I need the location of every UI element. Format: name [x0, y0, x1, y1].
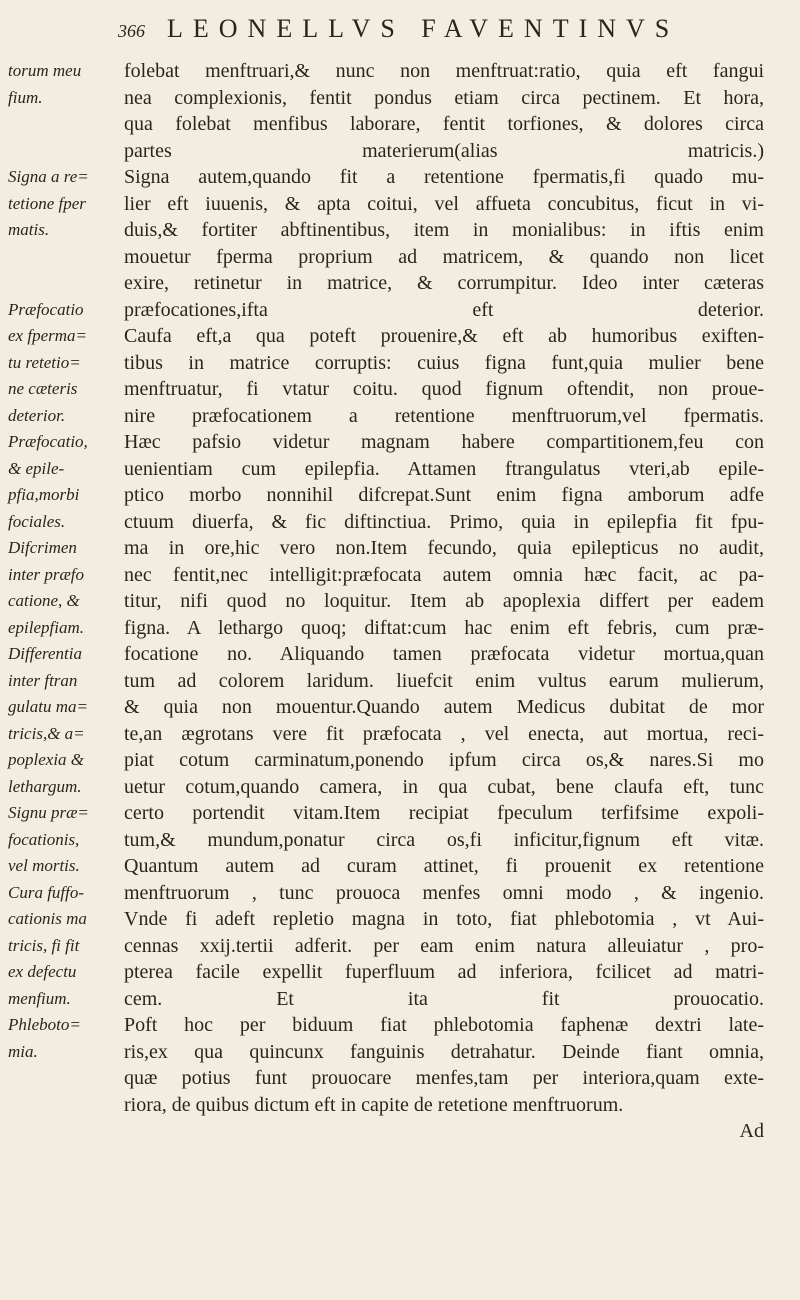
body-line: uenientiam cum epilepfia. Attamen ftrangulatus vteri,ab epile- — [124, 457, 764, 480]
text-line — [0, 191, 800, 218]
page-header — [118, 14, 758, 54]
body-line: & quia non mouentur.Quando autem Medicus dubitat de mor — [124, 696, 764, 718]
body-line: nire præfocationem a retentione menftruorum,vel fpermatis. — [124, 404, 764, 427]
body-line: qua folebat menfibus laborare, fentit torfiones, & dolores circa — [124, 113, 764, 135]
body-line: quæ potius funt prouocare menfes,tam per interiora,quam exte- — [124, 1067, 764, 1089]
text-line — [0, 986, 800, 1013]
text-line — [0, 323, 800, 350]
text-line — [0, 800, 800, 827]
body-line: uetur cotum,quando camera, in qua cubat, bene claufa eft, tunc — [124, 775, 764, 798]
text-line — [0, 694, 800, 721]
marginal-note: focationis, — [8, 829, 80, 849]
text-line — [0, 959, 800, 986]
text-line — [0, 138, 800, 165]
marginal-note: inter ftran — [8, 670, 78, 690]
text-line — [0, 111, 800, 138]
marginal-note: inter præfo — [8, 564, 85, 584]
marginal-note: Phleboto= — [8, 1015, 81, 1034]
marginal-note: gulatu ma= — [8, 697, 88, 716]
text-line — [0, 85, 800, 112]
text-line — [0, 509, 800, 536]
text-line — [0, 721, 800, 748]
body-line: Signa autem,quando fit a retentione fpermatis,fi quado mu- — [124, 166, 764, 188]
body-line: exire, retinetur in matrice, & corrumpitur. Ideo inter cæteras — [124, 272, 764, 294]
marginal-note: vel mortis. — [8, 856, 80, 875]
marginal-note: epilepfiam. — [8, 617, 85, 637]
text-line — [0, 297, 800, 324]
text-line — [0, 906, 800, 933]
marginal-note: matis. — [8, 220, 50, 239]
body-line: Hæc pafsio videtur magnam habere compartitionem,feu con — [124, 431, 764, 453]
text-line — [0, 164, 800, 191]
body-line: Vnde fi adeft repletio magna in toto, fiat phlebotomia , vt Aui- — [124, 908, 764, 930]
running-head: LEONELLVS FAVENTINVS — [167, 14, 680, 43]
marginal-note: cationis ma — [8, 909, 87, 928]
marginal-note: Præfocatio, — [8, 432, 88, 451]
marginal-note: lethargum. — [8, 776, 82, 796]
body-line: ctuum diuerfa, & fic diftinctiua. Primo, quia in epilepfia fit fpu- — [124, 510, 764, 533]
marginal-note: tricis, fi fit — [8, 935, 80, 955]
catchword: Ad — [739, 1120, 764, 1142]
body-line: menftruatur, fi vtatur coitu. quod fignum oftendit, non proue- — [124, 378, 764, 400]
body-line: ris,ex qua quincunx fanguinis detrahatur. Deinde fiant omnia, — [124, 1040, 764, 1063]
body-line: duis,& fortiter abftinentibus, item in monialibus: in iftis enim — [124, 219, 764, 241]
marginal-note: ne cæteris — [8, 379, 78, 398]
body-line: ma in ore,hic vero non.Item fecundo, quia epilepticus no audit, — [124, 537, 764, 559]
text-line — [0, 853, 800, 880]
body-line: piat cotum carminatum,ponendo ipfum circa os,& nares.Si mo — [124, 749, 764, 771]
text-line — [0, 456, 800, 483]
marginal-note — [0, 244, 124, 271]
text-line — [0, 1012, 800, 1039]
marginal-note — [0, 1092, 124, 1119]
body-line: cennas xxij.tertii adferit. per eam enim natura alleuiatur , pro- — [124, 934, 764, 957]
marginal-note: tu retetio= — [8, 352, 81, 372]
body-line: nea complexionis, fentit pondus etiam circa pectinem. Et hora, — [124, 86, 764, 109]
body-line: figna. A lethargo quoq; diftat:cum hac enim eft febris, cum præ- — [124, 616, 764, 639]
text-line — [0, 350, 800, 377]
marginal-note: ex fperma= — [8, 326, 87, 345]
marginal-note: Signu præ= — [8, 803, 89, 822]
body-line: tibus in matrice corruptis: cuius figna funt,quia mulier bene — [124, 351, 764, 374]
marginal-note: torum meu — [8, 61, 82, 80]
marginal-note: Cura fuffo- — [8, 882, 85, 902]
marginal-note: Signa a re= — [8, 167, 89, 186]
marginal-note: menfium. — [8, 988, 71, 1008]
text-line — [0, 482, 800, 509]
marginal-note: fium. — [8, 87, 43, 107]
body-line: riora, de quibus dictum eft in capite de retetione menftruorum. — [124, 1093, 624, 1116]
marginal-note: tricis,& a= — [8, 723, 85, 743]
marginal-note: ex defectu — [8, 962, 77, 981]
body-line: præfocationes,ifta eft deterior. — [124, 298, 764, 321]
text-line — [0, 535, 800, 562]
marginal-note: catione, & — [8, 591, 80, 610]
text-line — [0, 429, 800, 456]
marginal-note — [0, 270, 124, 297]
body-line: menftruorum , tunc prouoca menfes omni modo , & ingenio. — [124, 881, 764, 904]
marginal-note — [0, 138, 124, 165]
text-line — [0, 588, 800, 615]
body-line: folebat menftruari,& nunc non menftruat:ratio, quia eft fangui — [124, 60, 764, 82]
marginal-note — [0, 1065, 124, 1092]
catchword-line — [0, 1118, 800, 1145]
text-line — [0, 244, 800, 271]
body-line: te,an ægrotans vere fit præfocata , vel enecta, aut mortua, reci- — [124, 722, 764, 745]
body-line: cem. Et ita fit prouocatio. — [124, 987, 764, 1010]
text-line — [0, 1092, 800, 1119]
marginal-note: poplexia & — [8, 750, 85, 769]
text-line — [0, 270, 800, 297]
text-line — [0, 58, 800, 85]
body-line: Poft hoc per biduum fiat phlebotomia faphenæ dextri late- — [124, 1014, 764, 1036]
text-block — [0, 58, 800, 1145]
text-line — [0, 880, 800, 907]
text-line — [0, 1039, 800, 1066]
text-line — [0, 933, 800, 960]
text-line — [0, 827, 800, 854]
marginal-note: tetione fper — [8, 193, 86, 213]
text-line — [0, 747, 800, 774]
text-line — [0, 668, 800, 695]
page-number: 366 — [118, 21, 145, 41]
body-line: tum,& mundum,ponatur circa os,fi inficitur,fignum eft vitæ. — [124, 828, 764, 851]
text-line — [0, 376, 800, 403]
marginal-note: deterior. — [8, 405, 66, 425]
text-line — [0, 641, 800, 668]
marginal-note: Differentia — [8, 644, 82, 663]
text-line — [0, 1065, 800, 1092]
text-line — [0, 403, 800, 430]
body-line: titur, nifi quod no loquitur. Item ab apoplexia differt per eadem — [124, 590, 764, 612]
text-line — [0, 562, 800, 589]
body-line: pterea facile expellit fuperfluum ad inferiora, fcilicet ad matri- — [124, 961, 764, 983]
body-line: Caufa eft,a qua poteft prouenire,& eft ab humoribus exiften- — [124, 325, 764, 347]
marginal-note: mia. — [8, 1041, 38, 1061]
body-line: focatione no. Aliquando tamen præfocata videtur mortua,quan — [124, 643, 764, 665]
marginal-note: pfia,morbi — [8, 485, 80, 504]
marginal-note: Præfocatio — [8, 299, 84, 319]
text-line — [0, 774, 800, 801]
body-line: lier eft iuuenis, & apta coitui, vel affueta concubitus, ficut in vi- — [124, 192, 764, 215]
marginal-note: Difcrimen — [8, 538, 77, 557]
body-line: tum ad colorem laridum. liuefcit enim vultus earum mulierum, — [124, 669, 764, 692]
text-line — [0, 615, 800, 642]
body-line: ptico morbo nonnihil difcrepat.Sunt enim figna amborum adfe — [124, 484, 764, 506]
body-line: mouetur fperma proprium ad matricem, & quando non licet — [124, 245, 764, 268]
marginal-note: fociales. — [8, 511, 66, 531]
body-line: partes materierum(alias matricis.) — [124, 139, 764, 162]
marginal-note — [0, 111, 124, 138]
body-line: Quantum autem ad curam attinet, fi prouenit ex retentione — [124, 855, 764, 877]
marginal-note — [0, 1118, 124, 1145]
body-line: nec fentit,nec intelligit:præfocata autem omnia hæc facit, ac pa- — [124, 563, 764, 586]
body-line: certo portendit vitam.Item recipiat fpeculum terfifsime expoli- — [124, 802, 764, 824]
text-line — [0, 217, 800, 244]
marginal-note: & epile- — [8, 458, 65, 478]
